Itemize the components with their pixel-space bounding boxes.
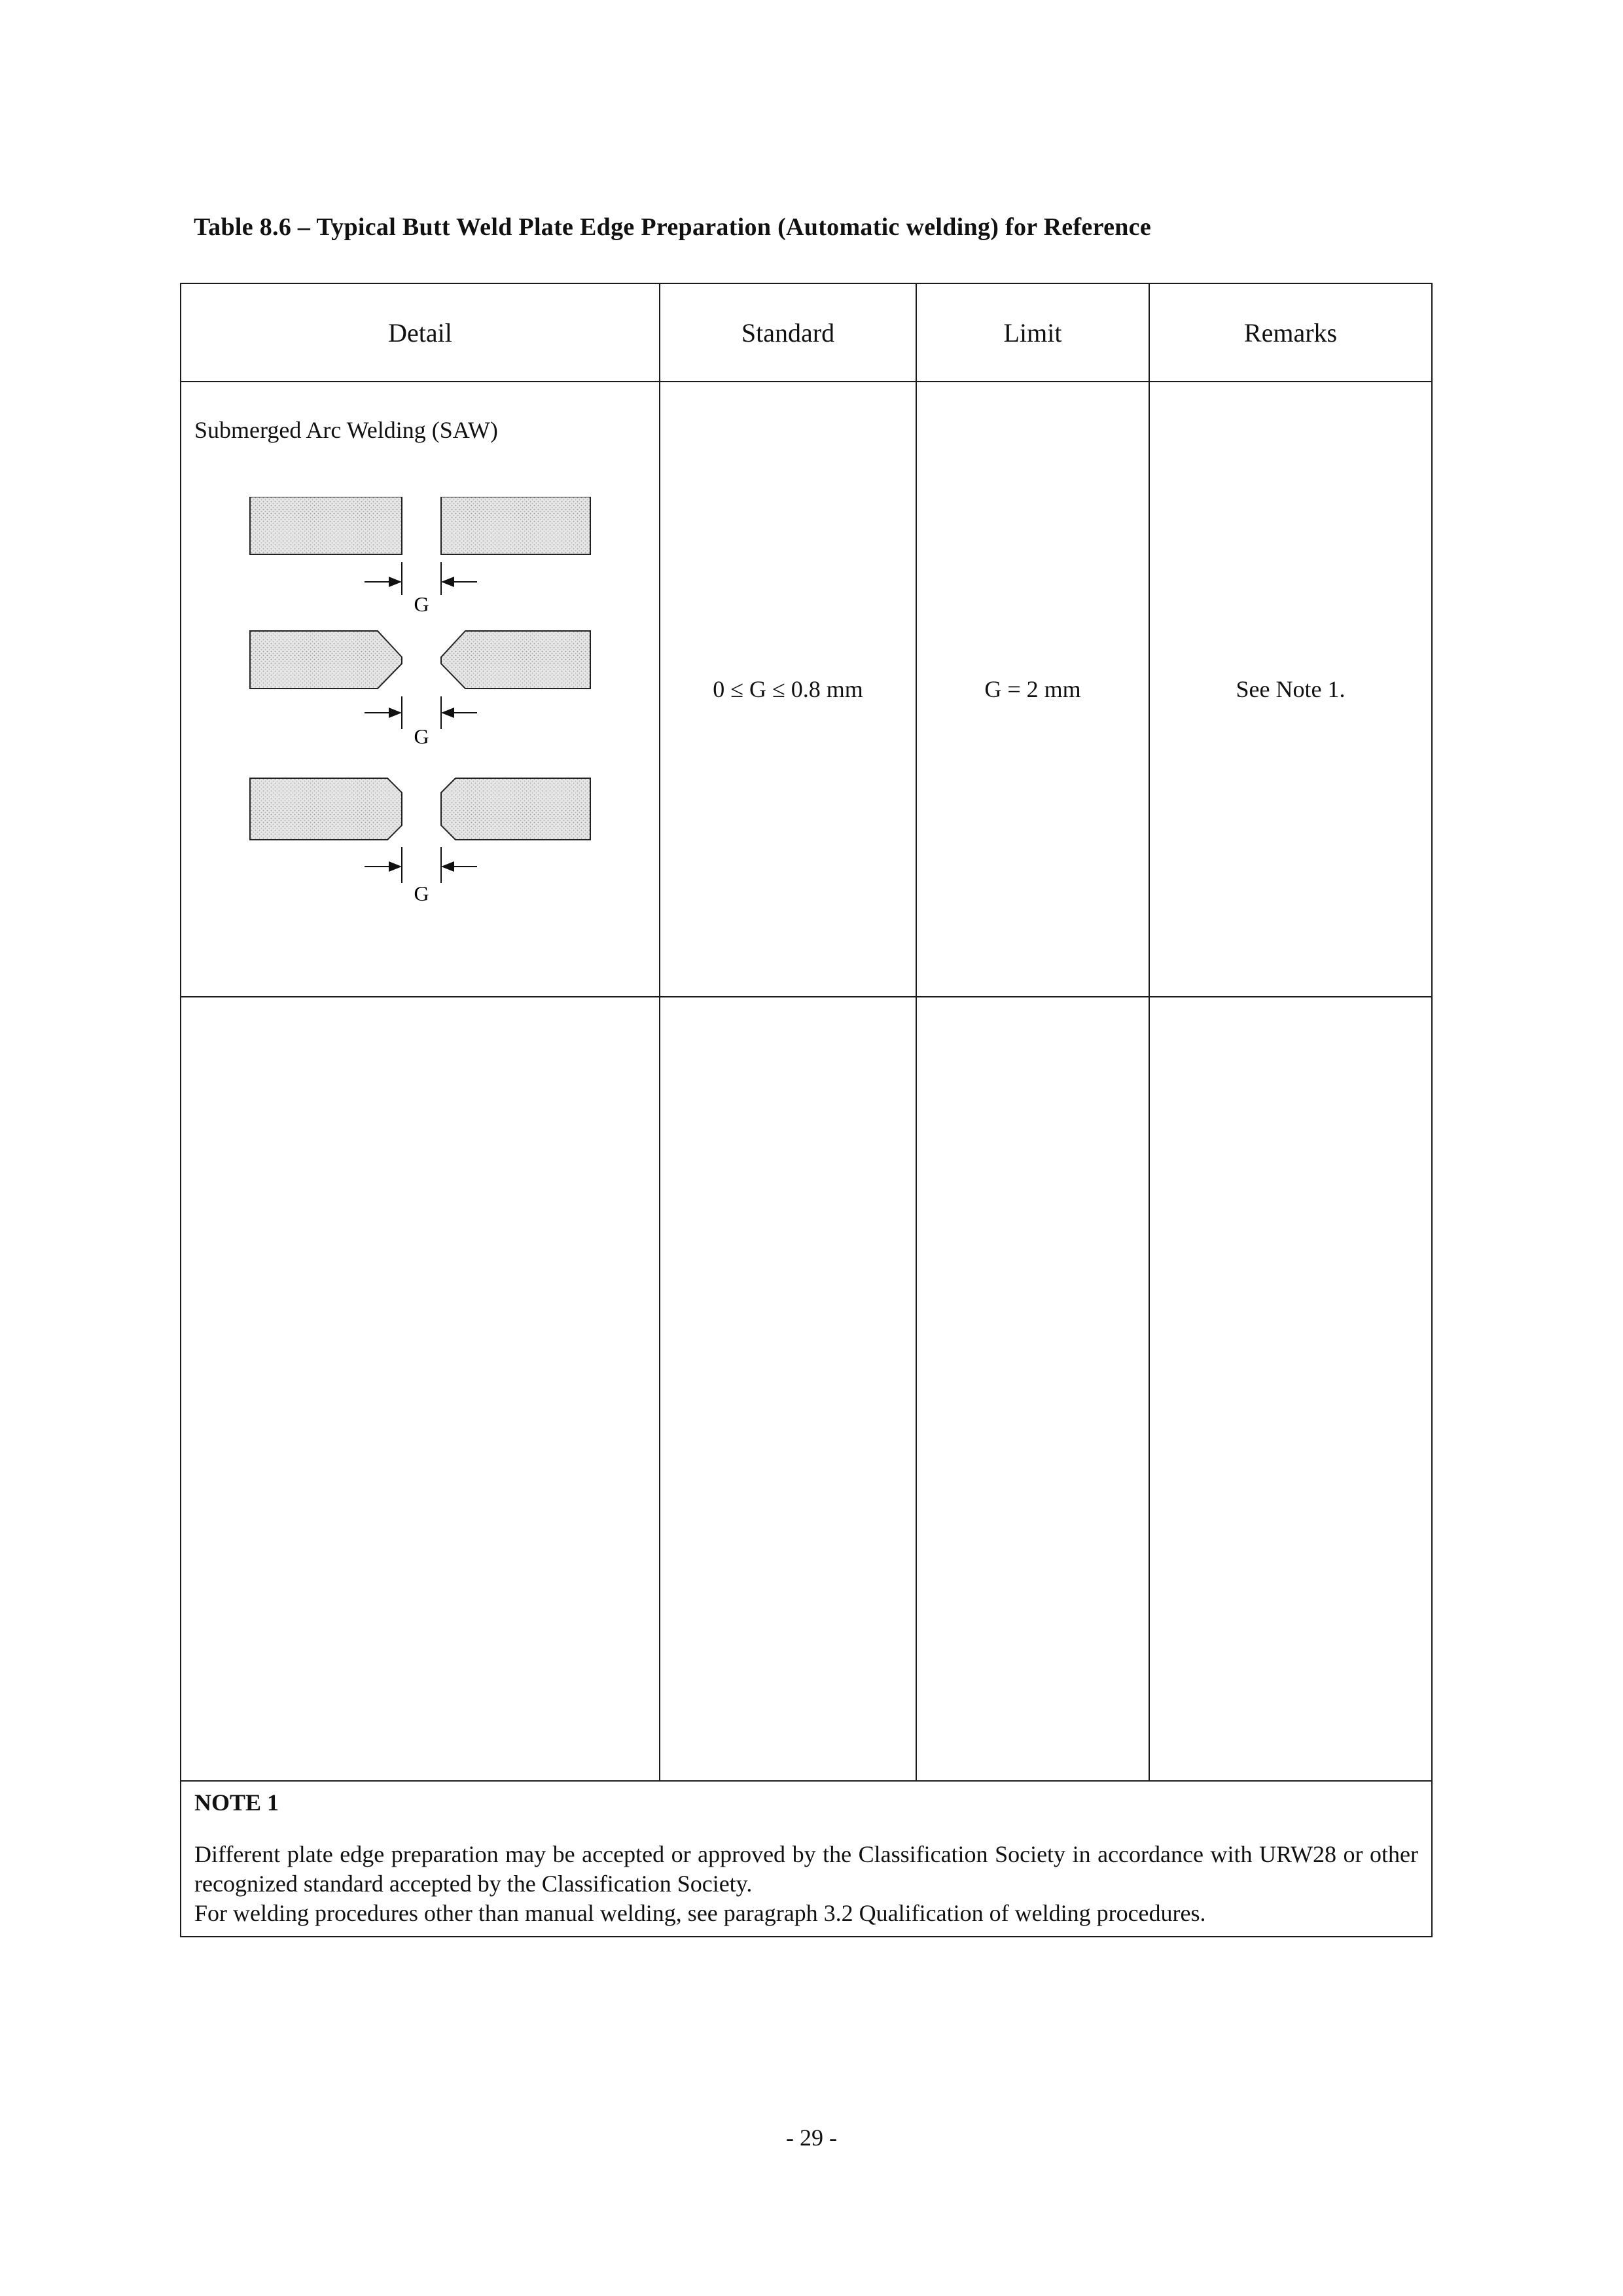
empty-cell (1149, 997, 1432, 1781)
header-standard: Standard (660, 283, 916, 382)
header-limit: Limit (916, 283, 1149, 382)
empty-cell (181, 997, 660, 1781)
header-detail: Detail (181, 283, 660, 382)
limit-cell (916, 382, 1149, 997)
note-row (181, 1781, 1432, 1937)
page-number: - 29 - (786, 2125, 837, 2151)
weld-preparation-table (180, 283, 1433, 1937)
limit-value: G = 2 mm (984, 676, 1081, 702)
square-edge-plates (250, 497, 590, 616)
remarks-value: See Note 1. (1236, 676, 1346, 702)
standard-value: 0 ≤ G ≤ 0.8 mm (713, 676, 863, 702)
table-row-empty (181, 997, 1432, 1781)
table-header-row (181, 283, 1432, 382)
gap-label-1: G (414, 592, 429, 616)
double-bevel-plates (250, 631, 590, 748)
empty-cell (916, 997, 1149, 1781)
chamfered-edge-plates (250, 778, 590, 905)
butt-weld-edge-sketch (247, 497, 600, 942)
table-row-saw (181, 382, 1432, 997)
standard-cell (660, 382, 916, 997)
gap-label-3: G (414, 882, 429, 905)
detail-label: Submerged Arc Welding (SAW) (194, 417, 498, 443)
gap-label-2: G (414, 725, 429, 748)
empty-cell (660, 997, 916, 1781)
note-text-1: Different plate edge preparation may be accepted or approved by the Classification Society in accordance with URW28 or other recognized standard accepted by the Classification Society. (194, 1841, 1418, 1897)
remarks-cell (1149, 382, 1432, 997)
table-title: Table 8.6 – Typical Butt Weld Plate Edge Preparation (Automatic welding) for Reference (194, 213, 1152, 241)
note-text-2: For welding procedures other than manual welding, see paragraph 3.2 Qualification of welding procedures. (194, 1900, 1206, 1926)
header-remarks: Remarks (1149, 283, 1432, 382)
detail-cell (181, 382, 660, 997)
note-cell (181, 1781, 1432, 1937)
note-heading: NOTE 1 (194, 1789, 279, 1816)
